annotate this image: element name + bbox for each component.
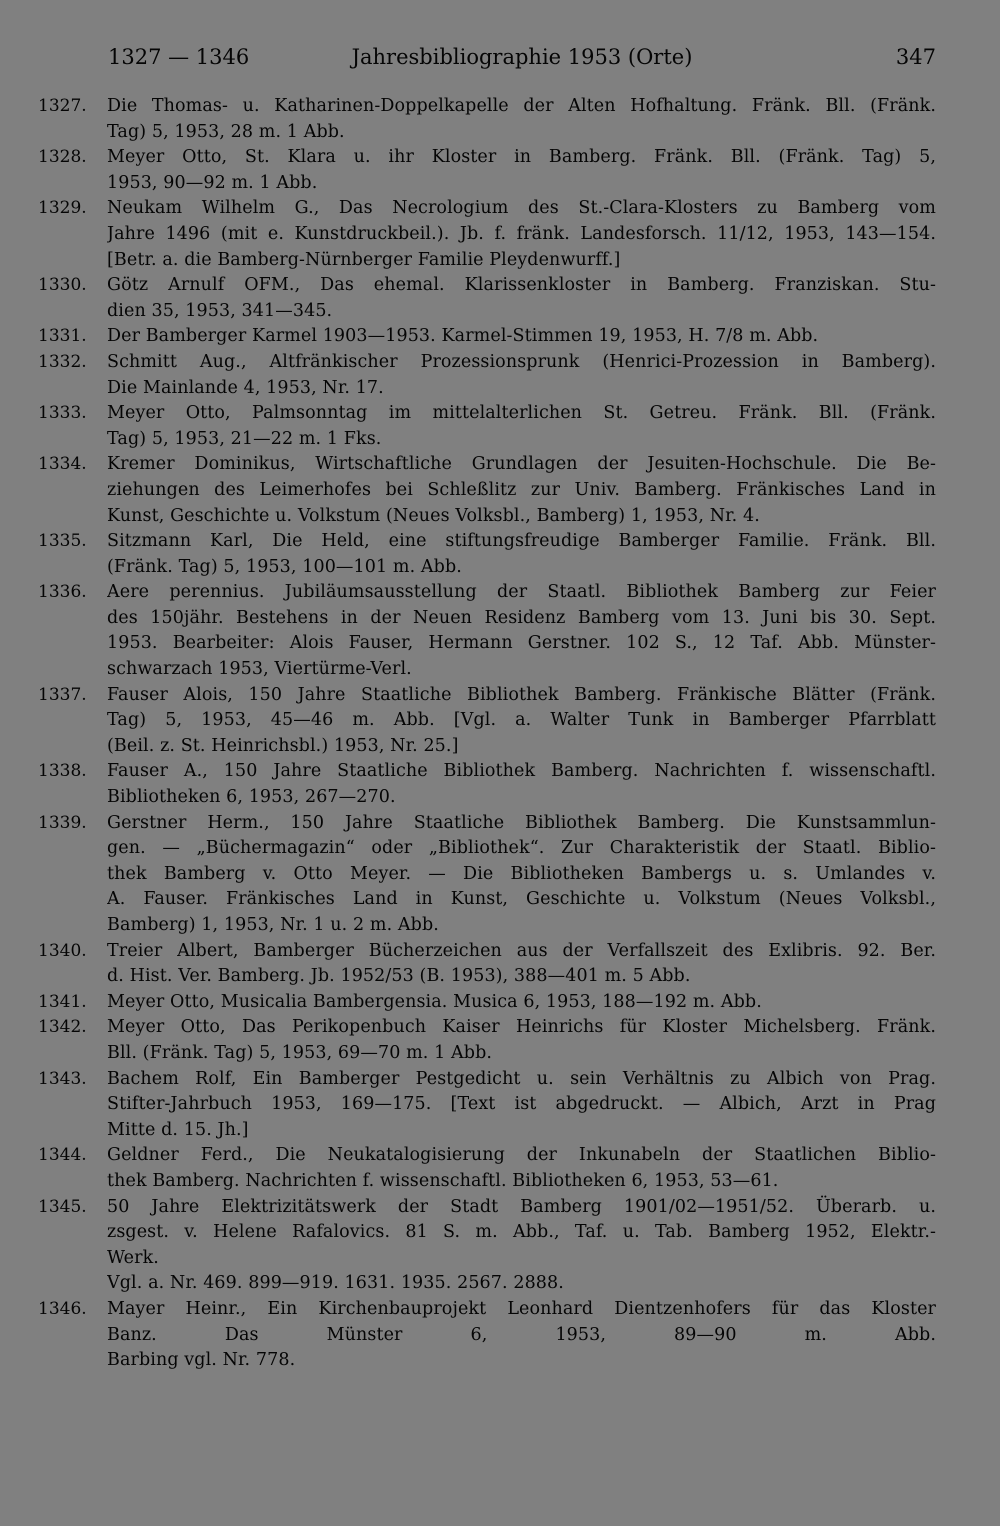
entry-number: 1331. xyxy=(38,326,87,347)
bibliography-entry xyxy=(0,683,936,760)
entry-line: gen. — „Büchermagazin“ oder „Bibliothek“. Zur Charakteristik der Staatl. Biblio- xyxy=(107,838,936,859)
bibliography-entry xyxy=(0,1015,936,1066)
entry-number: 1346. xyxy=(38,1298,87,1319)
bibliography-entry xyxy=(0,811,936,939)
bibliography-entries xyxy=(0,94,1000,1374)
entry-line: Bll. (Fränk. Tag) 5, 1953, 69—70 m. 1 Abb. xyxy=(107,1042,493,1063)
header-title: Jahresbibliographie 1953 (Orte) xyxy=(351,45,693,69)
entry-line: Barbing vgl. Nr. 778. xyxy=(107,1350,296,1371)
entry-line: Meyer Otto, Musicalia Bambergensia. Musica 6, 1953, 188—192 m. Abb. xyxy=(107,991,762,1012)
bibliography-entry xyxy=(0,401,936,452)
entry-line: Bachem Rolf, Ein Bamberger Pestgedicht u. sein Verhältnis zu Albich von Prag. xyxy=(107,1068,936,1089)
entry-line: zsgest. v. Helene Rafalovics. 81 S. m. Abb., Taf. u. Tab. Bamberg 1952, Elektr.- xyxy=(107,1222,936,1243)
entry-line: Jahre 1496 (mit e. Kunstdruckbeil.). Jb. f. fränk. Landesforsch. 11/12, 1953, 143—154. xyxy=(107,223,936,244)
entry-number: 1333. xyxy=(38,403,87,424)
bibliography-entry xyxy=(0,529,936,580)
entry-line: schwarzach 1953, Viertürme-Verl. xyxy=(107,659,412,680)
entry-line: A. Fauser. Fränkisches Land in Kunst, Geschichte u. Volkstum (Neues Volksbl., xyxy=(107,889,936,910)
entry-line: Fauser Alois, 150 Jahre Staatliche Bibliothek Bamberg. Fränkische Blätter (Fränk. xyxy=(107,684,936,705)
entry-number: 1337. xyxy=(38,684,87,705)
entry-line: ziehungen des Leimerhofes bei Schleßlitz zur Univ. Bamberg. Fränkisches Land in xyxy=(107,479,936,500)
entry-line: Bamberg) 1, 1953, Nr. 1 u. 2 m. Abb. xyxy=(107,915,439,935)
entry-line: 1953, 90—92 m. 1 Abb. xyxy=(107,172,318,193)
entry-line: Kremer Dominikus, Wirtschaftliche Grundlagen der Jesuiten-Hochschule. Die Be- xyxy=(107,454,936,475)
entry-line: d. Hist. Ver. Bamberg. Jb. 1952/53 (B. 1953), 388—401 m. 5 Abb. xyxy=(107,966,691,987)
entry-line: [Betr. a. die Bamberg-Nürnberger Familie Pleydenwurff.] xyxy=(107,249,621,270)
entry-number: 1334. xyxy=(38,454,87,475)
bibliography-entry xyxy=(0,939,936,990)
entry-number: 1327. xyxy=(38,96,87,116)
entry-number: 1344. xyxy=(38,1145,87,1166)
entry-line: Tag) 5, 1953, 21—22 m. 1 Fks. xyxy=(107,428,382,449)
bibliography-entry xyxy=(0,350,936,401)
entry-line: Bibliotheken 6, 1953, 267—270. xyxy=(107,787,396,808)
entry-line: Schmitt Aug., Altfränkischer Prozessionsprunk (Henrici-Prozession in Bamberg). xyxy=(107,351,936,372)
entry-line: Mitte d. 15. Jh.] xyxy=(107,1119,249,1140)
entry-line: Meyer Otto, Palmsonntag im mittelalterlichen St. Getreu. Fränk. Bll. (Fränk. xyxy=(107,403,936,424)
bibliography-entry xyxy=(0,1195,936,1297)
entry-line: Geldner Ferd., Die Neukatalogisierung der Inkunabeln der Staatlichen Biblio- xyxy=(107,1145,936,1166)
entry-line: Werk. xyxy=(107,1247,159,1268)
entry-line: des 150jähr. Bestehens in der Neuen Residenz Bamberg vom 13. Juni bis 30. Sept. xyxy=(107,607,936,628)
entry-line: Fauser A., 150 Jahre Staatliche Bibliothek Bamberg. Nachrichten f. wissenschaftl. xyxy=(107,761,936,782)
entry-line: Meyer Otto, Das Perikopenbuch Kaiser Heinrichs für Kloster Michelsberg. Fränk. xyxy=(107,1017,936,1038)
header-entry-range: 1327 — 1346 xyxy=(108,45,250,69)
entry-line: Banz. Das Münster 6, 1953, 89—90 m. Abb. xyxy=(107,1324,936,1345)
entry-line: Meyer Otto, St. Klara u. ihr Kloster in Bamberg. Fränk. Bll. (Fränk. Tag) 5, xyxy=(107,147,936,168)
entry-line: Tag) 5, 1953, 45—46 m. Abb. [Vgl. a. Walter Tunk in Bamberger Pfarrblatt xyxy=(107,710,936,731)
entry-line: Sitzmann Karl, Die Held, eine stiftungsfreudige Bamberger Familie. Fränk. Bll. xyxy=(107,531,936,552)
entry-number: 1335. xyxy=(38,531,87,552)
entry-line: thek Bamberg. Nachrichten f. wissenschaftl. Bibliotheken 6, 1953, 53—61. xyxy=(107,1170,779,1191)
bibliography-entry xyxy=(0,273,936,324)
entry-line: Die Mainlande 4, 1953, Nr. 17. xyxy=(107,377,384,398)
entry-number: 1329. xyxy=(38,198,87,219)
entry-line: Aere perennius. Jubiläumsausstellung der Staatl. Bibliothek Bamberg zur Feier xyxy=(107,582,936,603)
entry-number: 1336. xyxy=(38,582,87,603)
entry-line: 1953. Bearbeiter: Alois Fauser, Hermann Gerstner. 102 S., 12 Taf. Abb. Münster- xyxy=(107,633,936,654)
bibliography-entry xyxy=(0,1067,936,1144)
entry-line: Götz Arnulf OFM., Das ehemal. Klarissenkloster in Bamberg. Franziskan. Stu- xyxy=(107,275,936,296)
entry-number: 1340. xyxy=(38,940,87,961)
entry-number: 1342. xyxy=(38,1017,87,1038)
entry-number: 1341. xyxy=(38,991,87,1012)
entry-line: Neukam Wilhelm G., Das Necrologium des St.-Clara-Klosters zu Bamberg vom xyxy=(107,198,936,219)
entry-line: 50 Jahre Elektrizitätswerk der Stadt Bamberg 1901/02—1951/52. Überarb. u. xyxy=(107,1196,936,1217)
bibliography-entry xyxy=(0,145,936,196)
bibliography-entry xyxy=(0,1143,936,1194)
entry-line: Treier Albert, Bamberger Bücherzeichen aus der Verfallszeit des Exlibris. 92. Ber. xyxy=(107,940,936,961)
entry-line: Vgl. a. Nr. 469. 899—919. 1631. 1935. 2567. 2888. xyxy=(107,1273,564,1294)
bibliography-entry xyxy=(0,759,936,810)
entry-line: Stifter-Jahrbuch 1953, 169—175. [Text ist abgedruckt. — Albich, Arzt in Prag xyxy=(107,1094,936,1115)
entry-line: Die Thomas- u. Katharinen-Doppelkapelle der Alten Hofhaltung. Fränk. Bll. (Fränk. xyxy=(107,96,936,116)
entry-number: 1345. xyxy=(38,1196,87,1217)
entry-line: (Fränk. Tag) 5, 1953, 100—101 m. Abb. xyxy=(107,556,462,577)
entry-number: 1330. xyxy=(38,275,87,296)
bibliography-entry xyxy=(0,452,936,529)
entry-line: thek Bamberg v. Otto Meyer. — Die Bibliotheken Bambergs u. s. Umlandes v. xyxy=(107,863,936,884)
entry-line: dien 35, 1953, 341—345. xyxy=(107,300,333,321)
entry-number: 1343. xyxy=(38,1068,87,1089)
entry-line: (Beil. z. St. Heinrichsbl.) 1953, Nr. 25.] xyxy=(107,735,459,756)
bibliography-entry xyxy=(0,580,936,682)
entry-line: Der Bamberger Karmel 1903—1953. Karmel-Stimmen 19, 1953, H. 7/8 m. Abb. xyxy=(107,326,819,347)
entry-number: 1339. xyxy=(38,812,87,833)
bibliography-entry xyxy=(0,324,936,350)
bibliography-entry xyxy=(0,94,936,145)
running-header xyxy=(108,40,936,74)
entry-line: Gerstner Herm., 150 Jahre Staatliche Bibliothek Bamberg. Die Kunstsammlun- xyxy=(107,812,936,833)
entry-line: Kunst, Geschichte u. Volkstum (Neues Volksbl., Bamberg) 1, 1953, Nr. 4. xyxy=(107,505,760,526)
bibliography-entry xyxy=(0,196,936,273)
entry-number: 1332. xyxy=(38,351,87,372)
bibliography-entry xyxy=(0,990,936,1016)
bibliography-entry xyxy=(0,1297,936,1374)
page-number: 347 xyxy=(895,45,936,69)
entry-number: 1338. xyxy=(38,761,87,782)
entry-line: Mayer Heinr., Ein Kirchenbauprojekt Leonhard Dientzenhofers für das Kloster xyxy=(107,1298,936,1319)
entry-number: 1328. xyxy=(38,147,87,168)
entry-line: Tag) 5, 1953, 28 m. 1 Abb. xyxy=(107,121,345,142)
